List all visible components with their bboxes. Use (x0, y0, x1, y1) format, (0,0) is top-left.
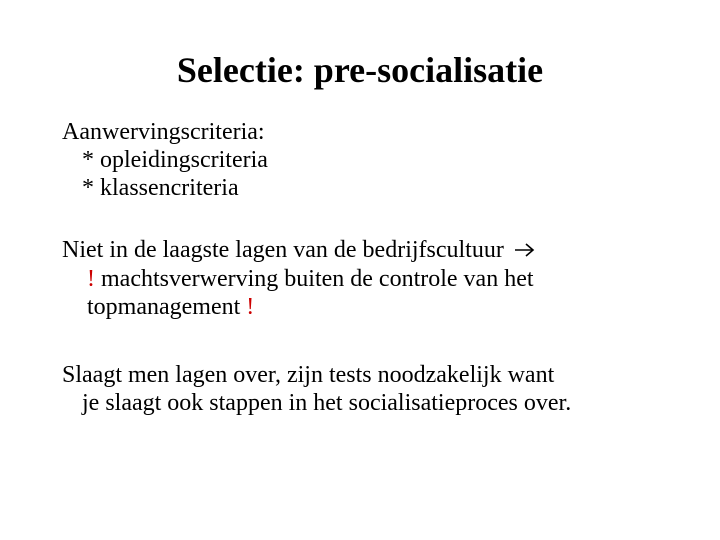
exclamation-mark: ! (87, 266, 95, 293)
power-statement-text: machtsverwerving buiten de controle van het (101, 266, 534, 293)
criteria-heading: Aanwervingscriteria: (62, 119, 265, 145)
power-statement (62, 265, 702, 293)
power-statement-continued (62, 293, 702, 321)
criteria-item: * opleidingscriteria (82, 147, 268, 173)
slide-body (62, 118, 702, 417)
culture-statement (62, 236, 702, 265)
culture-statement-text: Niet in de laagste lagen van de bedrijfscultuur (62, 237, 504, 263)
slide-title: Selectie: pre-socialisatie (176, 50, 544, 90)
exclamation-mark: ! (246, 294, 255, 321)
right-arrow-icon (514, 237, 536, 265)
conclusion-line-continued: je slaagt ook stappen in het socialisatieproces over. (82, 390, 572, 417)
power-statement-end: topmanagement (87, 294, 241, 321)
criteria-item: * klassencriteria (82, 175, 239, 201)
conclusion-line: Slaagt men lagen over, zijn tests noodzakelijk want (62, 362, 555, 389)
